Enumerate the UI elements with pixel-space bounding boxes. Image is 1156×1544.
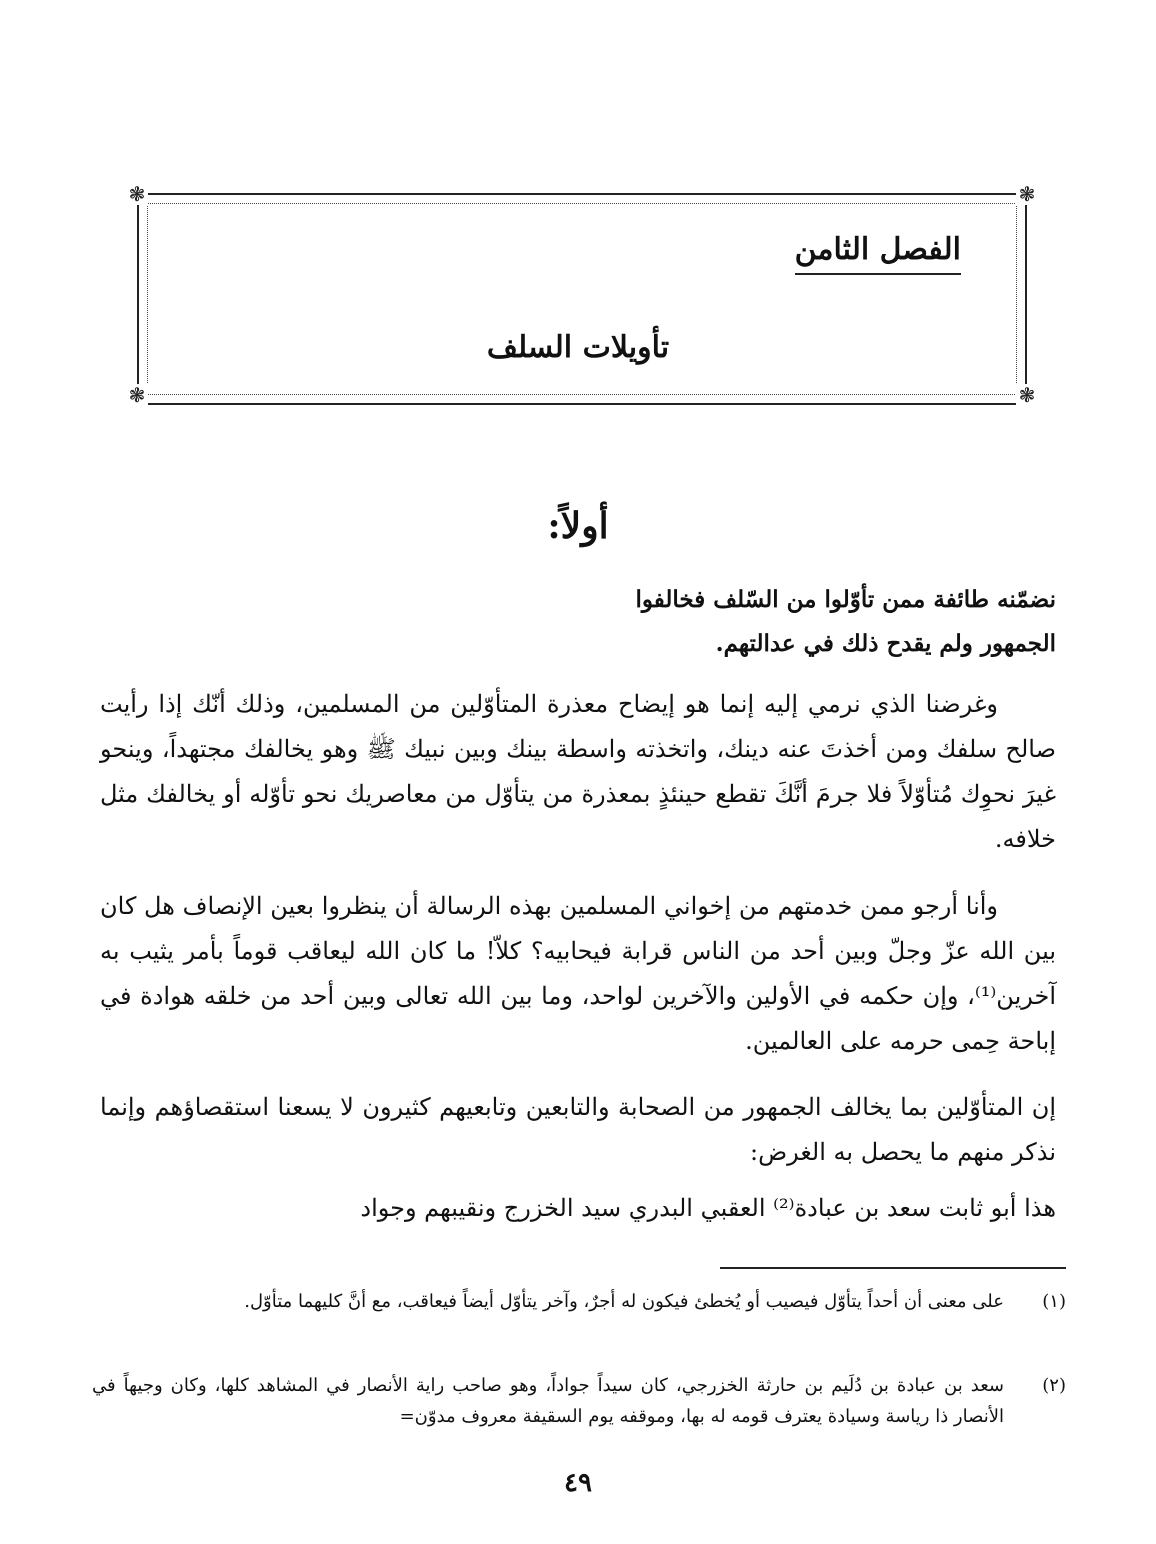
section-heading: أولاً: (547, 505, 609, 547)
footnote-number: (١) (1042, 1291, 1066, 1312)
footnote-number: (٢) (1042, 1375, 1066, 1396)
footnote-separator (720, 1267, 1066, 1269)
footnote-text: سعد بن عبادة بن دُلَيم بن حارثة الخزرجي، كان سيداً جواداً، وهو صاحب راية الأنصار في المشاهد كلها، وكان وجيهاً في الأنصار ذا رياسة وسيادة يعترف قومه له بها، وموقفه يوم السقيفة معروف مدوّن= (92, 1375, 1004, 1427)
paragraph-4: هذا أبو ثابت سعد بن عبادة⁽²⁾ العقبي البدري سيد الخزرج ونقيبهم وجواد (360, 1194, 1056, 1222)
frame-corner-ornament: ❃ (1016, 183, 1038, 205)
chapter-label: الفصل الثامن (795, 232, 961, 275)
footnote-1 (92, 1286, 1066, 1317)
frame-corner-ornament: ❃ (126, 384, 148, 406)
chapter-title: تأويلات السلف (486, 330, 670, 365)
page-number: ٤٩ (564, 1468, 592, 1498)
footnote-text: على معنى أن أحداً يتأوّل فيصيب أو يُخطئ فيكون له أجرٌ، وآخر يتأوّل أيضاً فيعاقب، مع أنَّ كليهما متأوّل. (244, 1291, 1004, 1312)
section-lead: نضمّنه طائفة ممن تأوّلوا من السّلف فخالفوا الجمهور ولم يقدح ذلك في عدالتهم. (635, 586, 1056, 657)
paragraph-2: وأنا أرجو ممن خدمتهم من إخواني المسلمين بهذه الرسالة أن ينظروا بعين الإنصاف هل كان بين الله عزّ وجلّ وبين أحد من الناس قرابة فيحابيه؟ كلاّ! ما كان الله ليعاقب قوماً بأمر يثيب به آخرين⁽¹⁾، وإن حكمه في الأولين والآخرين لواحد، وما بين الله تعالى وبين أحد من خلقه هوادة في إباحة حِمى حرمه على العالمين. (100, 892, 1057, 1055)
paragraph-3: إن المتأوّلين بما يخالف الجمهور من الصحابة والتابعين وتابعيهم كثيرون لا يسعنا استقصاؤهم وإنما نذكر منهم ما يحصل به الغرض: (100, 1093, 1056, 1166)
frame-corner-ornament: ❃ (1016, 384, 1038, 406)
frame-corner-ornament: ❃ (126, 183, 148, 205)
footnote-2 (92, 1370, 1066, 1432)
paragraph-1: وغرضنا الذي نرمي إليه إنما هو إيضاح معذرة المتأوّلين من المسلمين، وذلك أنّك إذا رأيت صالح سلفك ومن أخذتَ عنه دينك، واتخذته واسطة بينك وبين نبيك ﷺ وهو يخالفك مجتهداً، وينحو غيرَ نحوِك مُتأوّلاً فلا جرمَ أنَّكَ تقطع حينئذٍ بمعذرة من يتأوّل من معاصريك نحو تأوّله أو يخالفك مثل خلافه. (100, 690, 1056, 853)
